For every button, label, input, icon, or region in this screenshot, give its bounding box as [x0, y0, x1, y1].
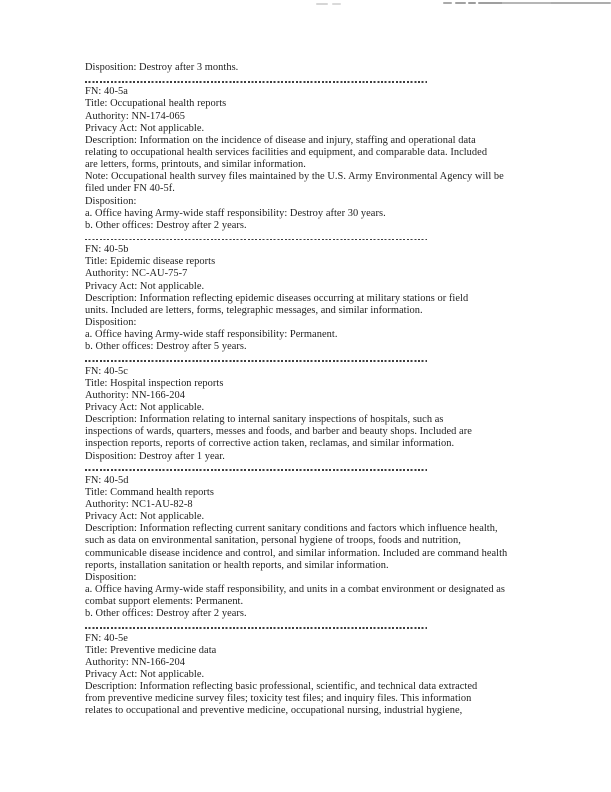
section-separator	[85, 463, 555, 475]
document-line: Description: Information reflecting epidemic diseases occurring at military stations or field	[85, 292, 469, 304]
document-line: filed under FN 40-5f.	[85, 183, 175, 195]
document-line: FN: 40-5b	[85, 244, 129, 256]
scan-artifact-dash	[455, 2, 466, 4]
document-line: Authority: NC1-AU-82-8	[85, 499, 193, 511]
scan-artifact-smudge	[316, 3, 328, 5]
document-line: Privacy Act: Not applicable.	[85, 511, 205, 523]
document-line: Description: Information reflecting current sanitary conditions and factors which influence health,	[85, 523, 498, 535]
scan-artifact-dash	[468, 2, 476, 4]
document-line: Description: Information reflecting basic professional, scientific, and technical data extracted	[85, 681, 478, 693]
document-line: Title: Hospital inspection reports	[85, 377, 224, 389]
document-line: Note: Occupational health survey files maintained by the U.S. Army Environmental Agency will be	[85, 171, 504, 183]
separator-dashes	[85, 239, 427, 241]
document-line: such as data on environmental sanitation, personal hygiene of troops, foods and nutrition,	[85, 535, 461, 547]
separator-dashes	[85, 360, 427, 362]
document-line: Disposition: Destroy after 3 months.	[85, 62, 239, 73]
scan-artifact-line	[478, 2, 611, 4]
document-line: Title: Command health reports	[85, 486, 214, 498]
document-line: Authority: NN-174-065	[85, 110, 186, 122]
document-line: Description: Information on the incidence of disease and injury, staffing and operational data	[85, 134, 476, 146]
document-line: FN: 40-5e	[85, 632, 128, 644]
scan-artifact-smudge	[332, 3, 341, 5]
document-line: Disposition:	[85, 195, 137, 207]
document-line: Authority: NN-166-204	[85, 656, 186, 668]
document-line: Title: Preventive medicine data	[85, 644, 217, 656]
document-line: FN: 40-5d	[85, 474, 129, 486]
document-line: are letters, forms, printouts, and similar information.	[85, 159, 306, 171]
separator-dashes	[85, 81, 427, 83]
document-line: Title: Occupational health reports	[85, 98, 227, 110]
document-line: a. Office having Army-wide staff responsibility, and units in a combat environment or designated as	[85, 584, 505, 596]
document-line: relating to occupational health services facilities and equipment, and comparable data. Included	[85, 146, 488, 158]
document-line: Privacy Act: Not applicable.	[85, 280, 205, 292]
document-line: a. Office having Army-wide staff responsibility: Destroy after 30 years.	[85, 207, 386, 219]
document-text-body	[85, 62, 555, 718]
document-line: Disposition:	[85, 571, 137, 583]
document-line: b. Other offices: Destroy after 2 years.	[85, 219, 247, 231]
document-line: Disposition: Destroy after 1 year.	[85, 450, 225, 462]
document-line: Authority: NN-166-204	[85, 389, 186, 401]
document-line: Title: Epidemic disease reports	[85, 256, 216, 268]
document-line: FN: 40-5a	[85, 86, 128, 98]
section-separator	[85, 232, 555, 244]
document-line: inspections of wards, quarters, messes and foods, and barber and beauty shops. Included are	[85, 426, 472, 438]
document-line: Privacy Act: Not applicable.	[85, 669, 205, 681]
document-line: b. Other offices: Destroy after 2 years.	[85, 608, 247, 620]
section-separator	[85, 353, 555, 365]
section-separator	[85, 74, 555, 86]
document-line: Privacy Act: Not applicable.	[85, 122, 205, 134]
document-line: Disposition:	[85, 316, 137, 328]
document-line: from preventive medicine survey files; toxicity test files; and inquiry files. This information	[85, 693, 472, 705]
document-line: Description: Information relating to internal sanitary inspections of hospitals, such as	[85, 414, 444, 426]
document-line: a. Office having Army-wide staff responsibility: Permanent.	[85, 329, 338, 341]
scan-artifact-dash	[443, 2, 452, 4]
document-line: FN: 40-5c	[85, 365, 128, 377]
document-line: units. Included are letters, forms, telegraphic messages, and similar information.	[85, 304, 423, 316]
separator-dashes	[85, 627, 427, 629]
document-line: inspection reports, reports of corrective action taken, reclamas, and similar information.	[85, 438, 455, 450]
section-separator	[85, 620, 555, 632]
document-line: b. Other offices: Destroy after 5 years.	[85, 341, 247, 353]
document-line: communicable disease incidence and control, and similar information. Included are command health	[85, 547, 508, 559]
document-line: reports, installation sanitation or health reports, and similar information.	[85, 559, 389, 571]
document-line: combat support elements: Permanent.	[85, 596, 244, 608]
document-line: Authority: NC-AU-75-7	[85, 268, 188, 280]
document-line: relates to occupational and preventive medicine, occupational nursing, industrial hygiene,	[85, 705, 463, 717]
document-line: Privacy Act: Not applicable.	[85, 401, 205, 413]
separator-dashes	[85, 469, 427, 471]
